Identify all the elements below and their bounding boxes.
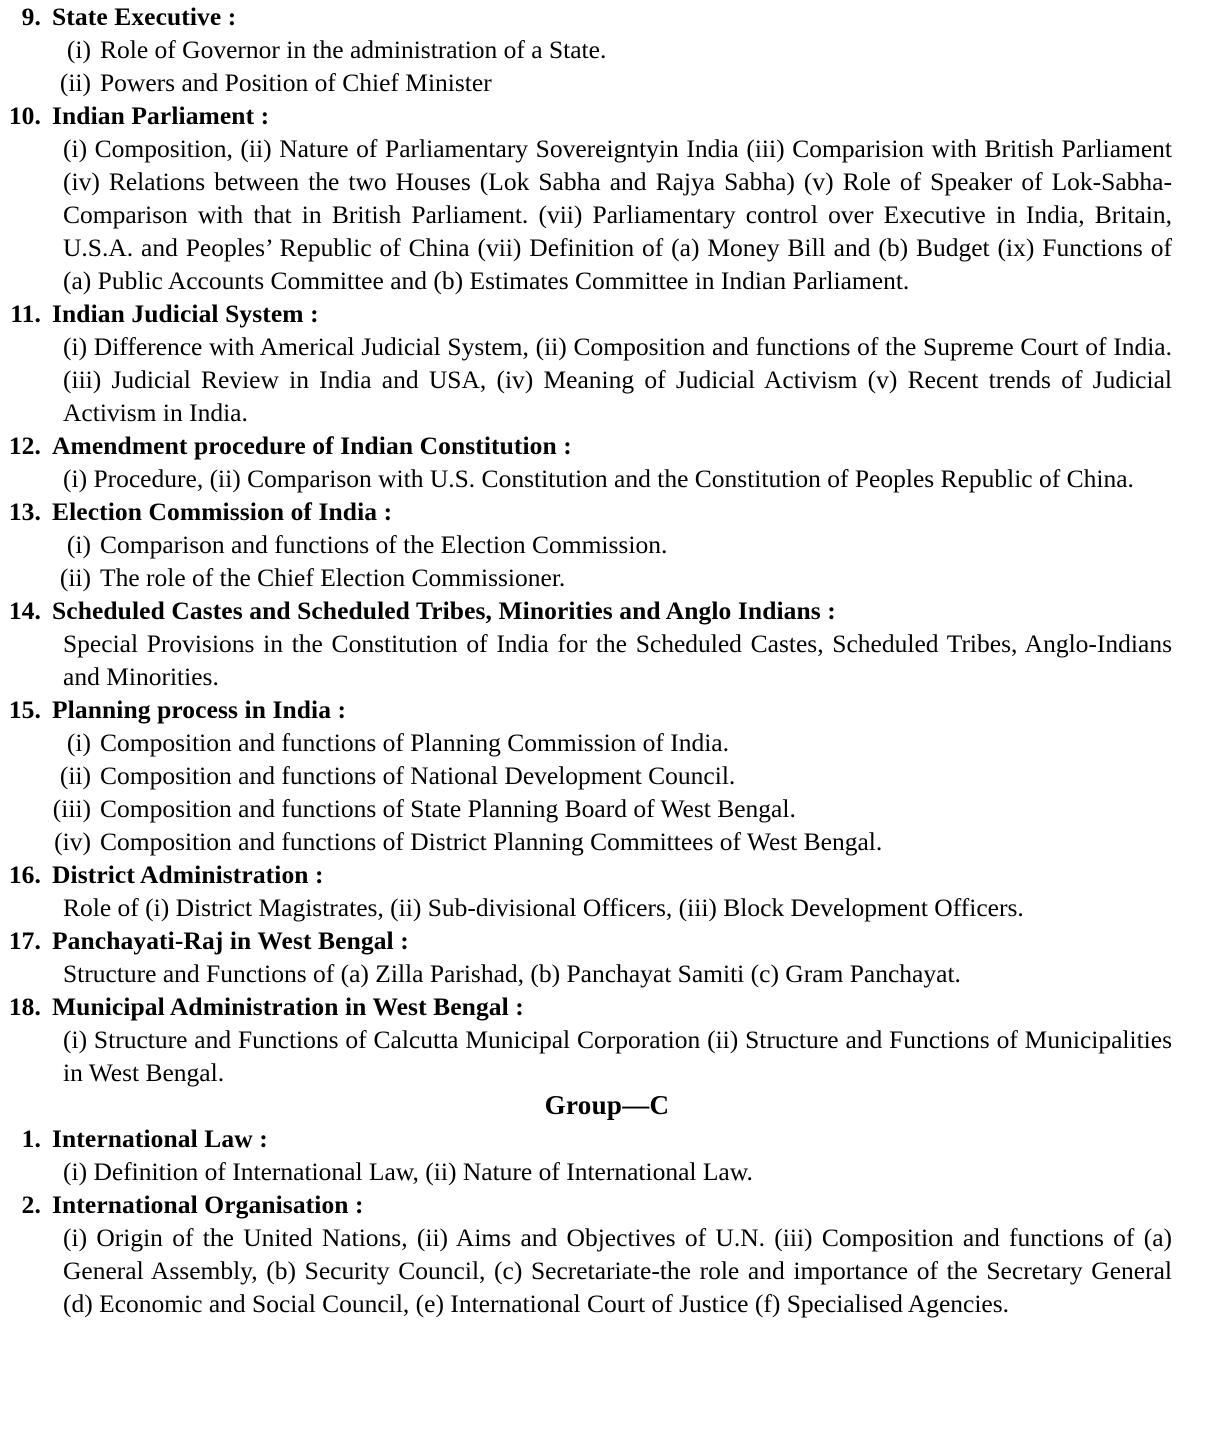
- entry-body: (i) Definition of International Law, (ii) Nature of International Law.: [63, 1157, 753, 1186]
- entry-number: 15.: [8, 695, 41, 724]
- entry-number: 2.: [21, 1190, 41, 1219]
- sub-marker: (i): [66, 728, 91, 757]
- entry-heading: [0, 495, 1214, 528]
- sub-marker: (iii): [52, 794, 91, 823]
- syllabus-entry-12: [0, 429, 1214, 495]
- entry-title: Amendment procedure of Indian Constitution :: [52, 431, 572, 460]
- entry-number: 12.: [8, 431, 41, 460]
- sub-text: Role of Governor in the administration of a State.: [100, 35, 607, 64]
- sub-marker: (i): [66, 35, 91, 64]
- entry-number: 11.: [10, 299, 41, 328]
- entry-heading: [0, 924, 1214, 957]
- list-item: [0, 33, 1214, 66]
- entry-title: State Executive :: [52, 2, 237, 31]
- group-heading: Group—C: [544, 1090, 670, 1120]
- sub-marker: (ii): [59, 563, 91, 592]
- sub-text: The role of the Chief Election Commissioner.: [100, 563, 566, 592]
- entry-sublist: [0, 528, 1214, 594]
- entry-number: 16.: [8, 860, 41, 889]
- sub-text: Composition and functions of Planning Commission of India.: [100, 728, 729, 757]
- entry-title: Election Commission of India :: [52, 497, 393, 526]
- list-item: [0, 561, 1214, 594]
- entry-body: Role of (i) District Magistrates, (ii) Sub-divisional Officers, (iii) Block Development Officers.: [63, 893, 1024, 922]
- sub-text: Comparison and functions of the Election Commission.: [100, 530, 668, 559]
- entry-number: 14.: [8, 596, 41, 625]
- sub-text: Composition and functions of National Development Council.: [100, 761, 736, 790]
- list-item: [0, 66, 1214, 99]
- entry-body: (i) Structure and Functions of Calcutta Municipal Corporation (ii) Structure and Functions of Municipalities in West Bengal.: [63, 1025, 1172, 1087]
- syllabus-entry-11: [0, 297, 1214, 429]
- entry-heading: [0, 594, 1214, 627]
- entry-body: (i) Composition, (ii) Nature of Parliamentary Sovereigntyin India (iii) Comparision with British Parliament (iv) Relations between the two Houses (Lok Sabha and Rajya Sabha) (v) Role of Speaker of Lok-Sabha-Comparison with that in British Parliament. (vii) Parliamentary control over Executive in India, Britain, U.S.A. and Peoples’ Republic of China (vii) Definition of (a) Money Bill and (b) Budget (ix) Functions of (a) Public Accounts Committee and (b) Estimates Committee in Indian Parliament.: [63, 134, 1172, 295]
- entry-title: Planning process in India :: [52, 695, 347, 724]
- entry-number: 13.: [8, 497, 41, 526]
- list-item: [0, 726, 1214, 759]
- entry-number: 18.: [8, 992, 41, 1021]
- list-item: [0, 825, 1214, 858]
- entry-body: (i) Difference with Americal Judicial System, (ii) Composition and functions of the Supreme Court of India. (iii) Judicial Review in India and USA, (iv) Meaning of Judicial Activism (v) Recent trends of Judicial Activism in India.: [63, 332, 1172, 427]
- syllabus-entry-c1: [0, 1122, 1214, 1188]
- entry-number: 17.: [8, 926, 41, 955]
- syllabus-entry-13: [0, 495, 1214, 594]
- sub-marker: (iv): [54, 827, 91, 856]
- syllabus-entry-16: [0, 858, 1214, 924]
- entry-title: International Law :: [52, 1124, 268, 1153]
- entry-body: (i) Procedure, (ii) Comparison with U.S. Constitution and the Constitution of Peoples Republic of China.: [63, 464, 1134, 493]
- entry-title: Indian Parliament :: [52, 101, 270, 130]
- sub-text: Composition and functions of State Planning Board of West Bengal.: [100, 794, 796, 823]
- sub-text: Powers and Position of Chief Minister: [100, 68, 492, 97]
- entry-heading: [0, 0, 1214, 33]
- entry-number: 1.: [21, 1124, 41, 1153]
- entry-body: Structure and Functions of (a) Zilla Parishad, (b) Panchayat Samiti (c) Gram Panchayat.: [63, 959, 961, 988]
- entry-body: (i) Origin of the United Nations, (ii) Aims and Objectives of U.N. (iii) Composition and functions of (a) General Assembly, (b) Security Council, (c) Secretariate-the role and importance of the Secretary General (d) Economic and Social Council, (e) International Court of Justice (f) Specialised Agencies.: [63, 1223, 1172, 1318]
- entry-heading: [0, 858, 1214, 891]
- syllabus-entry-9: [0, 0, 1214, 99]
- syllabus-entry-c2: [0, 1188, 1214, 1320]
- entry-number: 9.: [21, 2, 41, 31]
- entry-title: Municipal Administration in West Bengal :: [52, 992, 524, 1021]
- list-item: [0, 792, 1214, 825]
- list-item: [0, 528, 1214, 561]
- entry-title: Scheduled Castes and Scheduled Tribes, Minorities and Anglo Indians :: [52, 596, 836, 625]
- syllabus-entry-14: [0, 594, 1214, 693]
- syllabus-entry-18: [0, 990, 1214, 1089]
- entry-heading: [0, 693, 1214, 726]
- syllabus-entry-15: [0, 693, 1214, 858]
- entry-title: District Administration :: [52, 860, 324, 889]
- sub-marker: (i): [66, 530, 91, 559]
- entry-title: International Organisation :: [52, 1190, 364, 1219]
- entry-heading: [0, 1122, 1214, 1155]
- entry-sublist: [0, 726, 1214, 858]
- entry-title: Indian Judicial System :: [52, 299, 319, 328]
- sub-marker: (ii): [59, 761, 91, 790]
- syllabus-entry-17: [0, 924, 1214, 990]
- entry-number: 10.: [8, 101, 41, 130]
- entry-heading: [0, 297, 1214, 330]
- list-item: [0, 759, 1214, 792]
- entry-heading: [0, 1188, 1214, 1221]
- entry-title: Panchayati-Raj in West Bengal :: [52, 926, 409, 955]
- entry-body: Special Provisions in the Constitution of India for the Scheduled Castes, Scheduled Tribes, Anglo-Indians and Minorities.: [63, 629, 1172, 691]
- entry-sublist: [0, 33, 1214, 99]
- syllabus-entry-10: [0, 99, 1214, 297]
- sub-marker: (ii): [59, 68, 91, 97]
- entry-heading: [0, 99, 1214, 132]
- entry-heading: [0, 429, 1214, 462]
- entry-heading: [0, 990, 1214, 1023]
- section-group-c: [0, 1089, 1214, 1320]
- sub-text: Composition and functions of District Planning Committees of West Bengal.: [100, 827, 883, 856]
